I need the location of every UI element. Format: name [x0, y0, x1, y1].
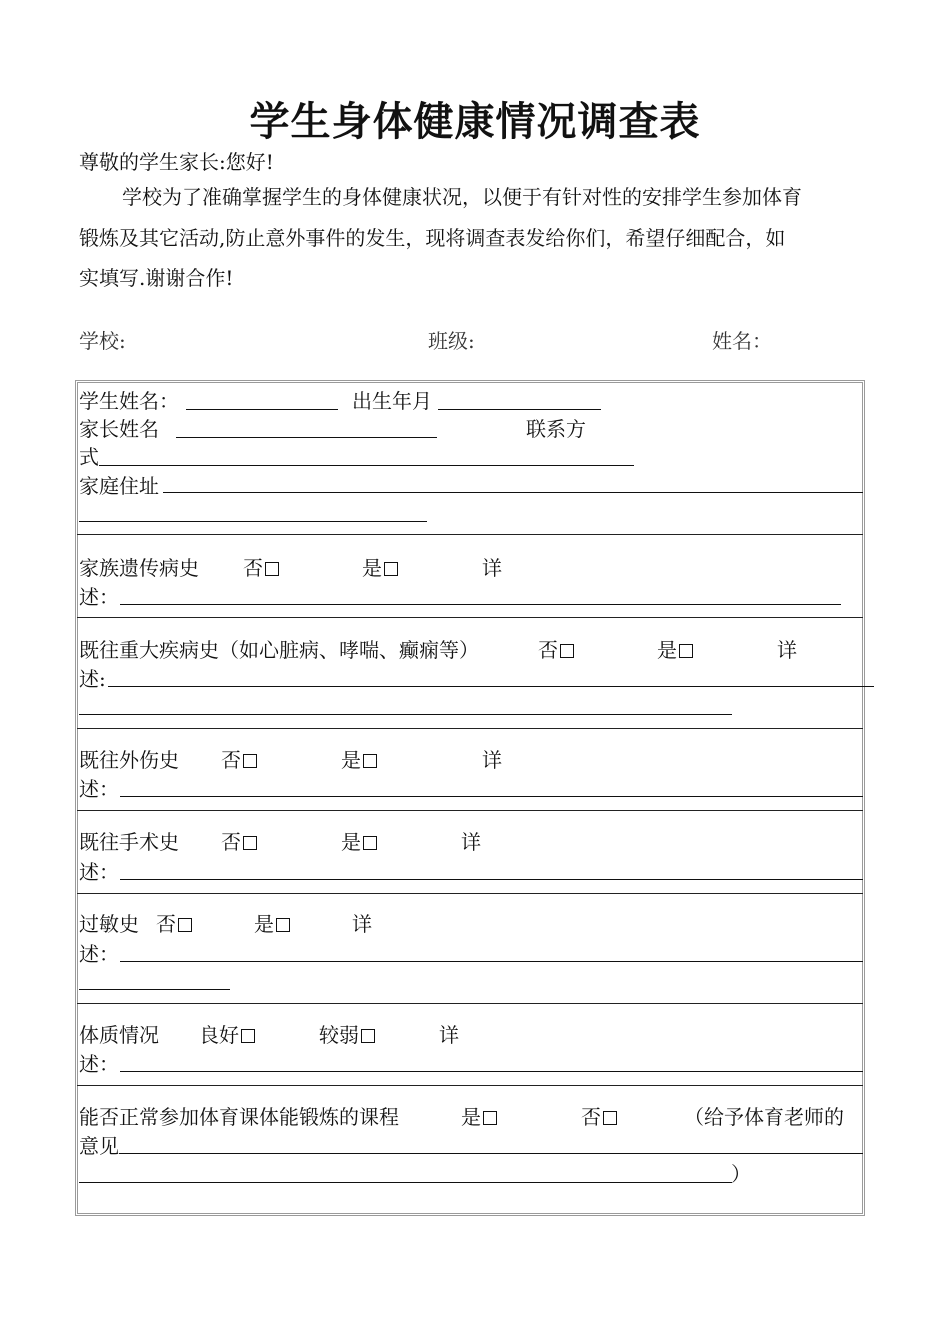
contact-label-b: 式 — [79, 445, 99, 469]
yes-text: 是 — [461, 1105, 481, 1129]
checkbox[interactable] — [243, 754, 257, 768]
page-title: 学生身体健康情况调查表 — [249, 99, 701, 145]
no-text: 否 — [221, 830, 241, 854]
checkbox[interactable] — [243, 836, 257, 850]
divider — [77, 810, 863, 811]
divider — [77, 1085, 863, 1086]
good-text: 良好 — [199, 1023, 239, 1047]
detail-label-b: 述： — [79, 942, 119, 966]
divider — [77, 893, 863, 894]
address-field-line-2[interactable] — [79, 521, 427, 522]
intro-line-3: 实填写.谢谢合作! — [79, 266, 234, 290]
yes-text: 是 — [362, 556, 382, 580]
injury-no[interactable] — [221, 748, 257, 772]
divider — [77, 728, 863, 729]
close-paren: ） — [731, 1162, 751, 1186]
checkbox[interactable] — [363, 754, 377, 768]
surgery-label: 既往手术史 — [79, 830, 179, 854]
major-illness-yes[interactable] — [657, 638, 693, 662]
family-history-label: 家族遗传病史 — [79, 556, 199, 580]
student-name-field[interactable] — [186, 409, 338, 410]
yes-text: 是 — [341, 830, 361, 854]
major-illness-label: 既往重大疾病史（如心脏病、哮喘、癫痫等） — [79, 638, 479, 662]
detail-label-b: 述： — [79, 585, 119, 609]
injury-detail-field[interactable] — [120, 796, 863, 797]
physique-detail-field[interactable] — [120, 1071, 863, 1072]
checkbox[interactable] — [265, 562, 279, 576]
intro-line-2: 锻炼及其它活动,防止意外事件的发生，现将调查表发给你们，希望仔细配合，如 — [79, 226, 786, 250]
checkbox[interactable] — [178, 918, 192, 932]
pe-yes[interactable] — [461, 1105, 497, 1129]
weak-text: 较弱 — [319, 1023, 359, 1047]
class-label: 班级: — [428, 329, 475, 353]
detail-label-b: 述： — [79, 860, 119, 884]
parent-name-field[interactable] — [176, 437, 437, 438]
no-text: 否 — [538, 638, 558, 662]
checkbox[interactable] — [363, 836, 377, 850]
checkbox[interactable] — [560, 644, 574, 658]
surgery-detail-field[interactable] — [120, 879, 863, 880]
surgery-yes[interactable] — [341, 830, 377, 854]
opinion-label: 意见 — [79, 1134, 119, 1158]
allergy-label: 过敏史 — [79, 912, 139, 936]
physique-weak[interactable] — [319, 1023, 375, 1047]
detail-label-a: 详 — [461, 830, 481, 854]
birth-label: 出生年月 — [352, 389, 432, 413]
detail-label-a: 详 — [777, 638, 797, 662]
divider — [77, 1003, 863, 1004]
form-frame — [75, 380, 865, 1216]
contact-label-a: 联系方 — [526, 417, 586, 441]
family-history-yes[interactable] — [362, 556, 398, 580]
contact-field[interactable] — [99, 465, 634, 466]
no-text: 否 — [156, 912, 176, 936]
divider — [77, 534, 863, 535]
no-text: 否 — [243, 556, 263, 580]
school-label: 学校: — [79, 329, 126, 353]
checkbox[interactable] — [384, 562, 398, 576]
allergy-no[interactable] — [156, 912, 192, 936]
address-field[interactable] — [163, 492, 863, 493]
detail-label-a: 详 — [482, 556, 502, 580]
intro-line-1: 学校为了准确掌握学生的身体健康状况，以便于有针对性的安排学生参加体育 — [122, 185, 802, 209]
major-illness-detail-field-2[interactable] — [79, 714, 732, 715]
pe-question-label: 能否正常参加体育课体能锻炼的课程 — [79, 1105, 399, 1129]
injury-yes[interactable] — [341, 748, 377, 772]
major-illness-detail-field[interactable] — [108, 686, 874, 687]
detail-label-a: 详 — [439, 1023, 459, 1047]
birth-field[interactable] — [438, 409, 601, 410]
detail-label-b: 述： — [79, 1052, 119, 1076]
detail-label-a: 详 — [352, 912, 372, 936]
student-name-label: 学生姓名： — [79, 389, 179, 413]
pe-no[interactable] — [581, 1105, 617, 1129]
surgery-no[interactable] — [221, 830, 257, 854]
yes-text: 是 — [254, 912, 274, 936]
checkbox[interactable] — [679, 644, 693, 658]
detail-label-a: 详 — [482, 748, 502, 772]
teacher-opinion-label: （给予体育老师的 — [684, 1105, 844, 1129]
parent-name-label: 家长姓名 — [79, 417, 159, 441]
major-illness-no[interactable] — [538, 638, 574, 662]
yes-text: 是 — [341, 748, 361, 772]
opinion-field-2[interactable] — [79, 1182, 732, 1183]
physique-label: 体质情况 — [79, 1023, 159, 1047]
greeting: 尊敬的学生家长:您好! — [79, 150, 274, 174]
no-text: 否 — [221, 748, 241, 772]
name-label: 姓名： — [712, 329, 772, 353]
checkbox[interactable] — [276, 918, 290, 932]
yes-text: 是 — [657, 638, 677, 662]
family-history-no[interactable] — [243, 556, 279, 580]
no-text: 否 — [581, 1105, 601, 1129]
family-history-detail-field[interactable] — [120, 604, 841, 605]
checkbox[interactable] — [361, 1029, 375, 1043]
address-label: 家庭住址 — [79, 474, 159, 498]
allergy-detail-field[interactable] — [120, 961, 863, 962]
opinion-field[interactable] — [119, 1153, 863, 1154]
checkbox[interactable] — [241, 1029, 255, 1043]
checkbox[interactable] — [483, 1111, 497, 1125]
allergy-detail-field-2[interactable] — [79, 989, 230, 990]
divider — [77, 617, 863, 618]
detail-label-b: 述： — [79, 777, 119, 801]
checkbox[interactable] — [603, 1111, 617, 1125]
allergy-yes[interactable] — [254, 912, 290, 936]
physique-good[interactable] — [199, 1023, 255, 1047]
detail-label-b: 述: — [79, 667, 106, 691]
injury-label: 既往外伤史 — [79, 748, 179, 772]
